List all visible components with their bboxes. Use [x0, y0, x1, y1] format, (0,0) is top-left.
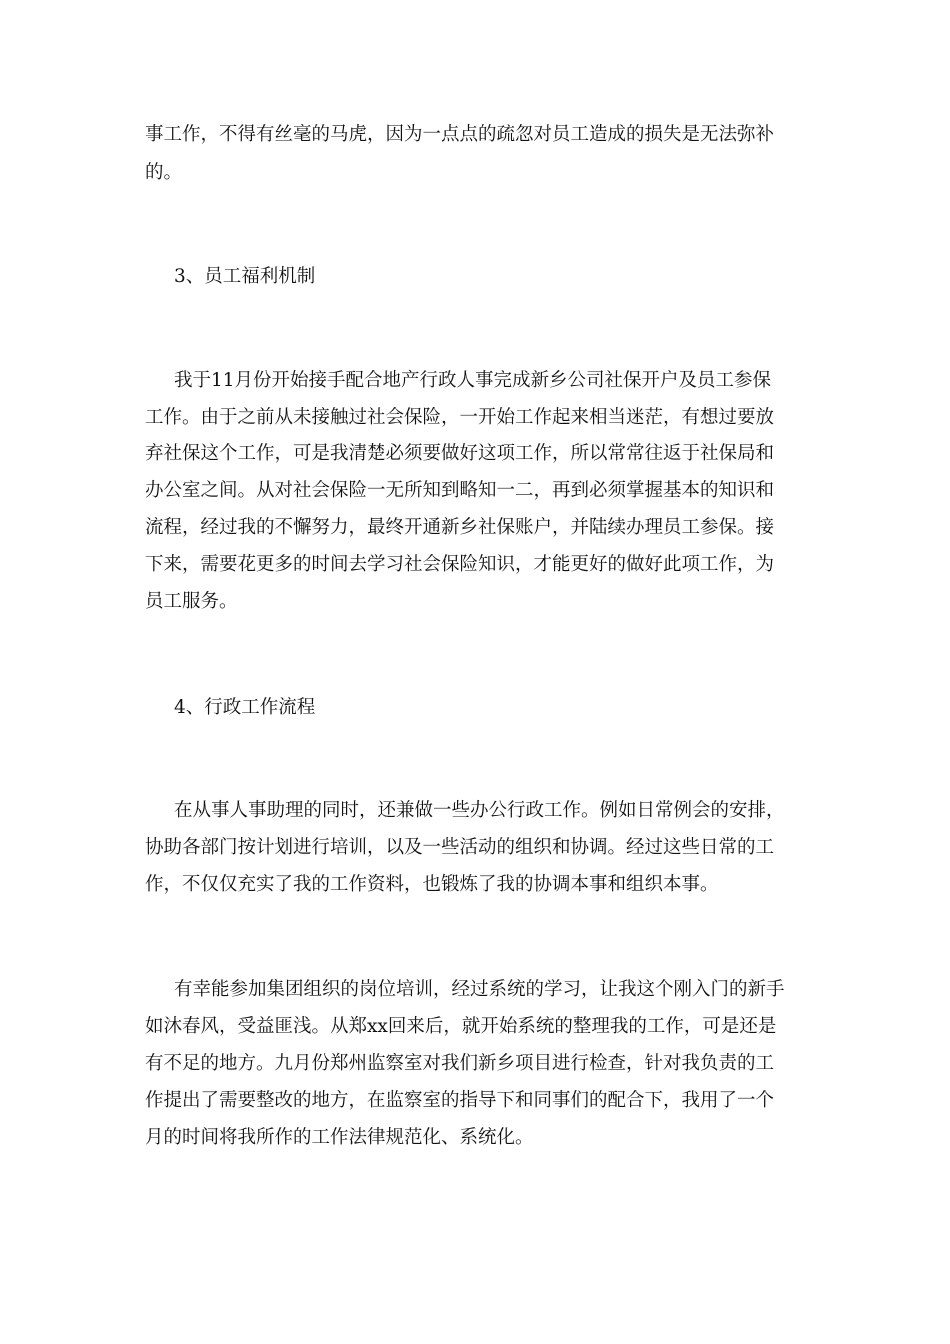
paragraph-line: 工作。由于之前从未接触过社会保险，一开始工作起来相当迷茫，有想过要放 [145, 407, 775, 428]
paragraph-line: 有幸能参加集团组织的岗位培训，经过系统的学习，让我这个刚入门的新手 [174, 979, 785, 1000]
paragraph-line: 如沐春风，受益匪浅。从郑xx回来后，就开始系统的整理我的工作，可是还是 [145, 1016, 777, 1037]
section-heading-4: 4、行政工作流程 [174, 697, 316, 718]
paragraph-line: 月的时间将我所作的工作法律规范化、系统化。 [145, 1127, 534, 1148]
section-heading-3: 3、员工福利机制 [174, 266, 316, 287]
paragraph-line: 流程，经过我的不懈努力，最终开通新乡社保账户，并陆续办理员工参保。接 [145, 517, 775, 538]
paragraph-line: 的。 [145, 162, 183, 183]
paragraph-line: 事工作，不得有丝毫的马虎，因为一点点的疏忽对员工造成的损失是无法弥补 [145, 124, 775, 145]
paragraph-line: 我于11月份开始接手配合地产行政人事完成新乡公司社保开户及员工参保 [174, 370, 772, 391]
paragraph-line: 办公室之间。从对社会保险一无所知到略知一二，再到必须掌握基本的知识和 [145, 480, 775, 501]
paragraph-line: 作，不仅仅充实了我的工作资料，也锻炼了我的协调本事和组织本事。 [145, 874, 719, 895]
paragraph-line: 在从事人事助理的同时，还兼做一些办公行政工作。例如日常例会的安排， [174, 800, 785, 821]
paragraph-line: 员工服务。 [145, 591, 238, 612]
paragraph-line: 有不足的地方。九月份郑州监察室对我们新乡项目进行检查，针对我负责的工 [145, 1053, 775, 1074]
paragraph-line: 下来，需要花更多的时间去学习社会保险知识，才能更好的做好此项工作，为 [145, 554, 775, 575]
paragraph-line: 弃社保这个工作，可是我清楚必须要做好这项工作，所以常常往返于社保局和 [145, 443, 775, 464]
paragraph-line: 作提出了需要整改的地方，在监察室的指导下和同事们的配合下，我用了一个 [145, 1090, 775, 1111]
paragraph-line: 协助各部门按计划进行培训，以及一些活动的组织和协调。经过这些日常的工 [145, 837, 775, 858]
